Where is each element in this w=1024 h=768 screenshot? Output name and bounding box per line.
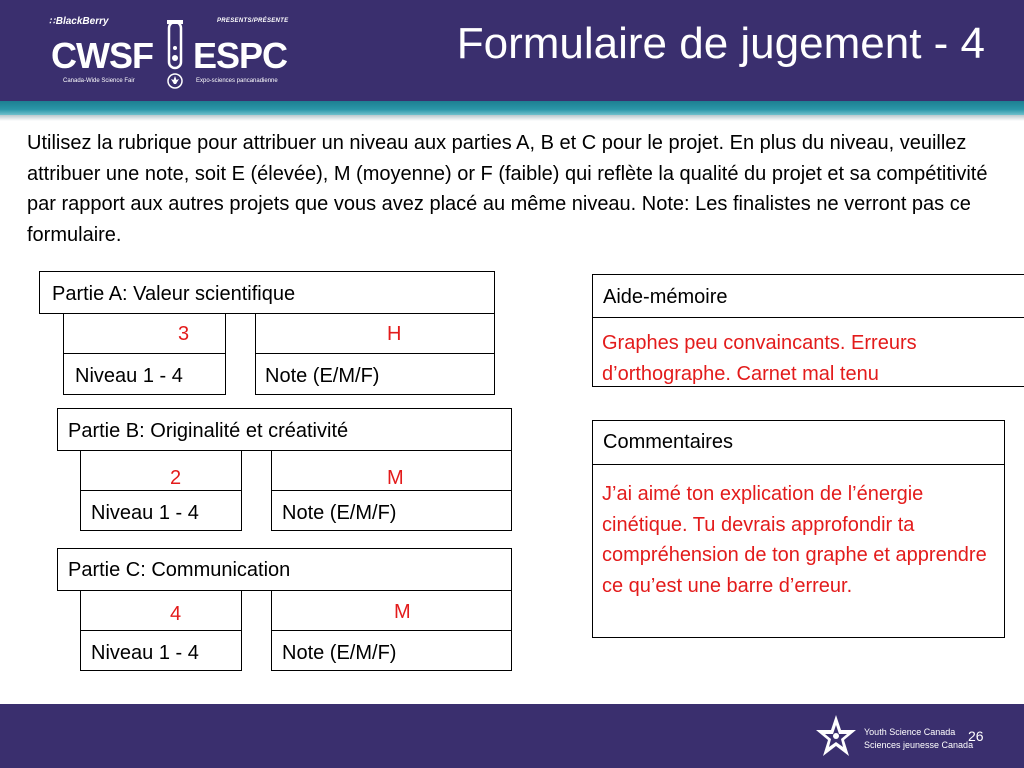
logo-cwsf-text: CWSF <box>51 35 153 76</box>
sponsor-name: BlackBerry <box>55 16 109 27</box>
part-b-title: Partie B: Originalité et créativité <box>68 420 349 442</box>
memo-text[interactable]: Graphes peu convaincants. Erreurs d’orthographe. Carnet mal tenu <box>602 332 917 385</box>
blackberry-logo <box>49 16 109 27</box>
footer-org-names <box>864 726 973 752</box>
cwsf-espc-logo <box>45 12 305 94</box>
test-tube-icon <box>163 18 187 92</box>
part-c-grade-label: Note (E/M/F) <box>282 642 397 664</box>
presents-label: PRESENTS/PRÉSENTE <box>217 18 289 24</box>
part-a-grade-label: Note (E/M/F) <box>265 365 380 387</box>
memo-title: Aide-mémoire <box>603 286 728 308</box>
part-a-level-label: Niveau 1 - 4 <box>75 365 183 387</box>
memo-divider <box>592 317 1024 318</box>
part-c-grade-divider <box>271 630 512 631</box>
part-b-grade-value[interactable]: M <box>387 467 404 489</box>
logo-espc-text: ESPC <box>193 35 288 76</box>
part-a-title: Partie A: Valeur scientifique <box>52 283 296 305</box>
logo-sub-fr: Expo-sciences pancanadienne <box>196 78 278 84</box>
part-b-grade-divider <box>271 490 512 491</box>
part-c-grade-value[interactable]: M <box>394 601 411 623</box>
comments-text[interactable]: J’ai aimé ton explication de l’énergie cinétique. Tu devrais approfondir ta compréhension de ton graphe et apprendre ce qu’est une barre d’erreur. <box>602 483 987 597</box>
header-shadow <box>0 115 1024 121</box>
part-a-level-divider <box>63 353 226 354</box>
part-b-grade-label: Note (E/M/F) <box>282 502 397 524</box>
logo-sub-en: Canada-Wide Science Fair <box>63 78 135 84</box>
comments-divider <box>592 464 1005 465</box>
page-number: 26 <box>968 728 984 744</box>
part-a-grade-value[interactable]: H <box>387 323 402 345</box>
footer-org-en: Youth Science Canada <box>864 727 956 737</box>
comments-title: Commentaires <box>603 431 734 453</box>
page-title: Formulaire de jugement - 4 <box>456 19 985 68</box>
part-c-title: Partie C: Communication <box>68 559 291 581</box>
part-b-level-divider <box>80 490 242 491</box>
part-c-level-value[interactable]: 4 <box>170 603 182 625</box>
part-a-level-value[interactable]: 3 <box>178 323 190 345</box>
intro-paragraph: Utilisez la rubrique pour attribuer un niveau aux parties A, B et C pour le projet. En plus du niveau, veuillez attribuer une note, soit E (élevée), M (moyenne) or F (faible) qui reflète la qualité du projet et sa compétitivité par rapport aux autres projets que vous avez placé au même niveau. Note: Les finalistes ne verront pas ce formulaire. <box>27 132 988 246</box>
part-b-level-label: Niveau 1 - 4 <box>91 502 199 524</box>
header-stripe <box>0 101 1024 115</box>
footer-org-fr: Sciences jeunesse Canada <box>864 740 974 750</box>
youth-science-canada-star-icon <box>814 713 858 761</box>
blackberry-icon: ∷ <box>49 16 54 26</box>
part-c-level-divider <box>80 630 242 631</box>
part-b-level-value[interactable]: 2 <box>170 467 182 489</box>
part-a-grade-divider <box>255 353 495 354</box>
part-c-level-label: Niveau 1 - 4 <box>91 642 199 664</box>
